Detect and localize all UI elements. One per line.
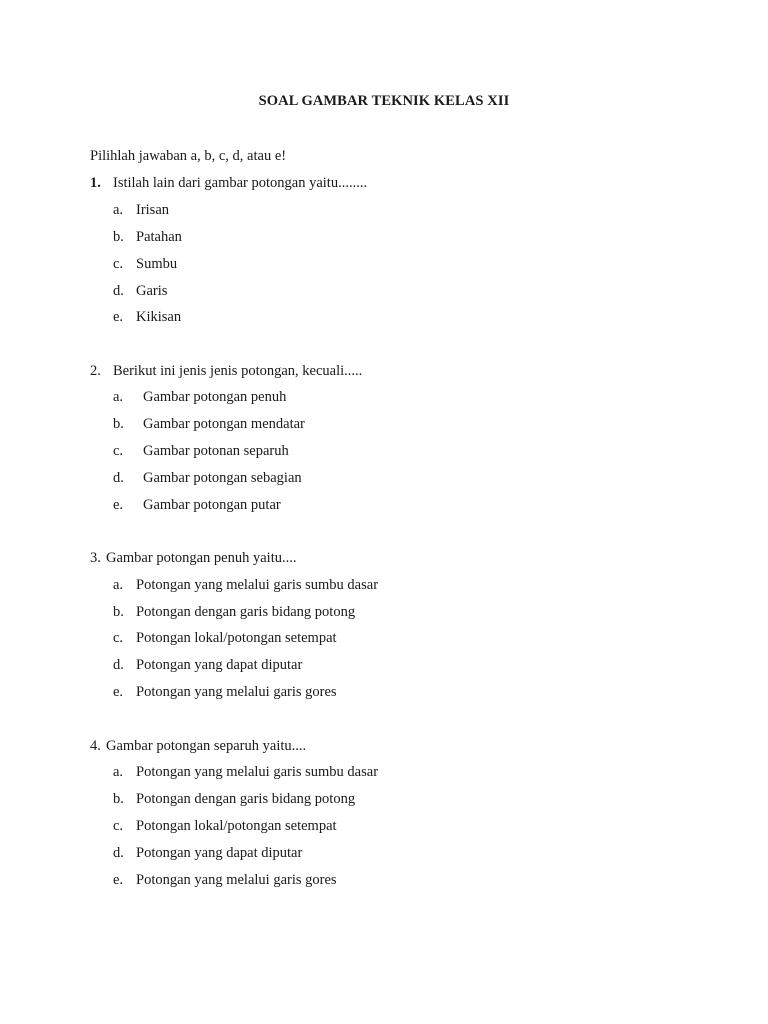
option-letter: b.: [113, 604, 124, 620]
option-text: Potongan yang melalui garis sumbu dasar: [136, 577, 379, 593]
option-letter: a.: [113, 764, 124, 780]
option-letter: c.: [113, 256, 124, 272]
option-letter: c.: [113, 630, 124, 646]
option-letter: d.: [113, 470, 124, 486]
option-letter: c.: [113, 818, 124, 834]
option-text: Patahan: [136, 229, 182, 245]
option-letter: e.: [113, 309, 124, 325]
option-text: Sumbu: [136, 256, 178, 272]
option-text: Gambar potongan putar: [143, 497, 281, 513]
option-text: Gambar potonan separuh: [143, 443, 289, 459]
option-letter: e.: [113, 684, 124, 700]
page-title: SOAL GAMBAR TEKNIK KELAS XII: [258, 93, 510, 109]
option-text: Potongan dengan garis bidang potong: [136, 791, 356, 807]
option-letter: b.: [113, 229, 124, 245]
option-text: Gambar potongan sebagian: [143, 470, 302, 486]
option-text: Potongan yang dapat diputar: [136, 657, 303, 673]
option-letter: a.: [113, 202, 124, 218]
question-text: Berikut ini jenis jenis potongan, kecuali.....: [113, 363, 363, 379]
question-number: 2.: [90, 363, 101, 379]
option-letter: b.: [113, 791, 124, 807]
option-letter: e.: [113, 872, 124, 888]
question-text: Istilah lain dari gambar potongan yaitu........: [113, 175, 368, 191]
option-text: Potongan yang melalui garis gores: [136, 872, 337, 888]
question-text: Gambar potongan separuh yaitu....: [106, 738, 307, 754]
question-number: 3.: [90, 550, 101, 566]
option-text: Gambar potongan penuh: [143, 389, 287, 405]
option-letter: d.: [113, 845, 124, 861]
option-text: Irisan: [136, 202, 170, 218]
option-text: Kikisan: [136, 309, 182, 325]
option-letter: e.: [113, 497, 124, 513]
option-letter: b.: [113, 416, 124, 432]
option-text: Potongan dengan garis bidang potong: [136, 604, 356, 620]
option-text: Gambar potongan mendatar: [143, 416, 305, 432]
option-letter: a.: [113, 577, 124, 593]
question-number: 1.: [90, 175, 101, 191]
option-letter: d.: [113, 657, 124, 673]
option-text: Garis: [136, 283, 168, 299]
option-letter: a.: [113, 389, 124, 405]
option-letter: d.: [113, 283, 124, 299]
option-text: Potongan lokal/potongan setempat: [136, 630, 337, 646]
option-text: Potongan yang melalui garis gores: [136, 684, 337, 700]
option-letter: c.: [113, 443, 124, 459]
option-text: Potongan yang dapat diputar: [136, 845, 303, 861]
question-number: 4.: [90, 738, 101, 754]
instruction-text: Pilihlah jawaban a, b, c, d, atau e!: [90, 148, 287, 164]
option-text: Potongan lokal/potongan setempat: [136, 818, 337, 834]
option-text: Potongan yang melalui garis sumbu dasar: [136, 764, 379, 780]
question-text: Gambar potongan penuh yaitu....: [106, 550, 297, 566]
